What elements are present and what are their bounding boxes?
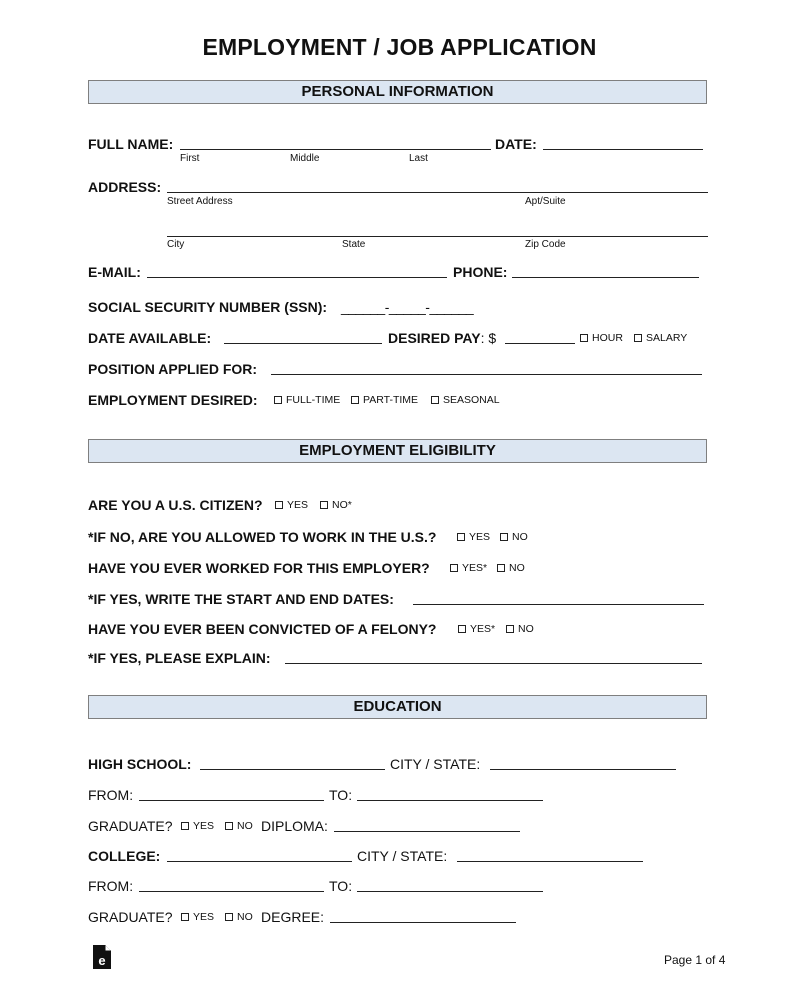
date-field[interactable] <box>543 149 703 150</box>
allowed-question: *IF NO, ARE YOU ALLOWED TO WORK IN THE U.S.? <box>88 529 437 545</box>
checkbox-icon[interactable] <box>634 334 642 342</box>
hs-graduate-yes-label: YES <box>193 820 215 832</box>
worked-yes-label: YES* <box>462 562 488 574</box>
page-number: Page 1 of 4 <box>664 953 726 967</box>
worked-question: HAVE YOU EVER WORKED FOR THIS EMPLOYER? <box>88 560 430 576</box>
explain-question: *IF YES, PLEASE EXPLAIN: <box>88 650 271 666</box>
hs-graduate-no-label: NO <box>237 820 253 832</box>
hs-graduate-yes-option[interactable] <box>181 819 214 833</box>
apt-suite-caption: Apt/Suite <box>525 196 566 207</box>
checkbox-icon[interactable] <box>431 396 439 404</box>
hs-city-state-label: CITY / STATE: <box>390 756 481 772</box>
section-header-education: EDUCATION <box>88 695 707 719</box>
college-from-label: FROM: <box>88 878 134 894</box>
esign-logo-icon <box>92 944 112 970</box>
salary-option-label: SALARY <box>646 332 688 344</box>
college-graduate-no-label: NO <box>237 911 253 923</box>
felony-yes-label: YES* <box>470 623 496 635</box>
felony-question: HAVE YOU EVER BEEN CONVICTED OF A FELONY? <box>88 621 437 637</box>
explain-field[interactable] <box>285 663 702 664</box>
high-school-field[interactable] <box>200 769 385 770</box>
date-available-field[interactable] <box>224 343 382 344</box>
hour-option[interactable] <box>580 331 623 345</box>
email-field[interactable] <box>147 277 447 278</box>
full-time-label: FULL-TIME <box>286 394 341 406</box>
hs-to-label: TO: <box>329 787 353 803</box>
checkbox-icon[interactable] <box>225 913 233 921</box>
ssn-label: SOCIAL SECURITY NUMBER (SSN): <box>88 299 328 315</box>
seasonal-option[interactable] <box>431 393 500 407</box>
allowed-no-option[interactable] <box>500 530 528 544</box>
checkbox-icon[interactable] <box>497 564 505 572</box>
dates-question: *IF YES, WRITE THE START AND END DATES: <box>88 591 394 607</box>
citizen-no-label: NO* <box>332 499 352 511</box>
hs-graduate-label: GRADUATE? <box>88 818 173 834</box>
date-label: DATE: <box>495 136 537 152</box>
position-label: POSITION APPLIED FOR: <box>88 361 258 377</box>
phone-label: PHONE: <box>453 264 508 280</box>
dates-field[interactable] <box>413 604 704 605</box>
seasonal-label: SEASONAL <box>443 394 500 406</box>
college-city-state-field[interactable] <box>457 861 643 862</box>
date-available-label: DATE AVAILABLE: <box>88 330 212 346</box>
checkbox-icon[interactable] <box>500 533 508 541</box>
middle-name-caption: Middle <box>290 153 320 164</box>
desired-pay-text: DESIRED PAY <box>388 330 481 346</box>
desired-pay-dollar: : $ <box>480 330 497 346</box>
checkbox-icon[interactable] <box>351 396 359 404</box>
checkbox-icon[interactable] <box>225 822 233 830</box>
citizen-question: ARE YOU A U.S. CITIZEN? <box>88 497 263 513</box>
desired-pay-label <box>388 330 496 346</box>
street-address-caption: Street Address <box>167 196 233 207</box>
citizen-yes-option[interactable] <box>275 498 308 512</box>
address-label: ADDRESS: <box>88 179 162 195</box>
ssn-field[interactable]: ______-_____-______ <box>341 299 474 315</box>
college-to-label: TO: <box>329 878 353 894</box>
checkbox-icon[interactable] <box>181 913 189 921</box>
worked-no-label: NO <box>509 562 525 574</box>
last-name-caption: Last <box>409 153 428 164</box>
full-name-label: FULL NAME: <box>88 136 174 152</box>
email-label: E-MAIL: <box>88 264 141 280</box>
college-graduate-no-option[interactable] <box>225 910 253 924</box>
city-caption: City <box>167 239 185 250</box>
citizen-yes-label: YES <box>287 499 309 511</box>
allowed-yes-option[interactable] <box>457 530 490 544</box>
felony-yes-option[interactable] <box>458 622 495 636</box>
allowed-no-label: NO <box>512 531 528 543</box>
diploma-field[interactable] <box>334 831 520 832</box>
allowed-yes-label: YES <box>469 531 491 543</box>
college-to-field[interactable] <box>357 891 543 892</box>
checkbox-icon[interactable] <box>450 564 458 572</box>
diploma-label: DIPLOMA: <box>261 818 328 834</box>
salary-option[interactable] <box>634 331 687 345</box>
hs-from-field[interactable] <box>139 800 324 801</box>
part-time-option[interactable] <box>351 393 418 407</box>
checkbox-icon[interactable] <box>580 334 588 342</box>
checkbox-icon[interactable] <box>457 533 465 541</box>
worked-no-option[interactable] <box>497 561 525 575</box>
street-address-field[interactable] <box>167 192 708 193</box>
college-graduate-yes-label: YES <box>193 911 215 923</box>
college-from-field[interactable] <box>139 891 324 892</box>
full-name-field[interactable] <box>180 149 491 150</box>
college-graduate-yes-option[interactable] <box>181 910 214 924</box>
page-title: EMPLOYMENT / JOB APPLICATION <box>202 34 597 60</box>
hs-graduate-no-option[interactable] <box>225 819 253 833</box>
checkbox-icon[interactable] <box>458 625 466 633</box>
high-school-label: HIGH SCHOOL: <box>88 756 192 772</box>
checkbox-icon[interactable] <box>274 396 282 404</box>
section-header-eligibility: EMPLOYMENT ELIGIBILITY <box>88 439 707 463</box>
hour-option-label: HOUR <box>592 332 623 344</box>
college-city-state-label: CITY / STATE: <box>357 848 448 864</box>
full-time-option[interactable] <box>274 393 340 407</box>
section-header-personal: PERSONAL INFORMATION <box>88 80 707 104</box>
checkbox-icon[interactable] <box>506 625 514 633</box>
degree-field[interactable] <box>330 922 516 923</box>
felony-no-label: NO <box>518 623 534 635</box>
svg-text:e: e <box>98 953 106 968</box>
part-time-label: PART-TIME <box>363 394 419 406</box>
hs-city-state-field[interactable] <box>490 769 676 770</box>
hs-from-label: FROM: <box>88 787 134 803</box>
degree-label: DEGREE: <box>261 909 325 925</box>
zip-caption: Zip Code <box>525 239 566 250</box>
checkbox-icon[interactable] <box>320 501 328 509</box>
desired-pay-field[interactable] <box>505 343 575 344</box>
worked-yes-option[interactable] <box>450 561 487 575</box>
college-field[interactable] <box>167 861 352 862</box>
city-state-zip-field[interactable] <box>167 236 708 237</box>
first-name-caption: First <box>180 153 200 164</box>
felony-no-option[interactable] <box>506 622 534 636</box>
state-caption: State <box>342 239 366 250</box>
phone-field[interactable] <box>512 277 699 278</box>
college-label: COLLEGE: <box>88 848 161 864</box>
employment-desired-label: EMPLOYMENT DESIRED: <box>88 392 258 408</box>
position-field[interactable] <box>271 374 702 375</box>
college-graduate-label: GRADUATE? <box>88 909 173 925</box>
checkbox-icon[interactable] <box>181 822 189 830</box>
hs-to-field[interactable] <box>357 800 543 801</box>
checkbox-icon[interactable] <box>275 501 283 509</box>
citizen-no-option[interactable] <box>320 498 352 512</box>
